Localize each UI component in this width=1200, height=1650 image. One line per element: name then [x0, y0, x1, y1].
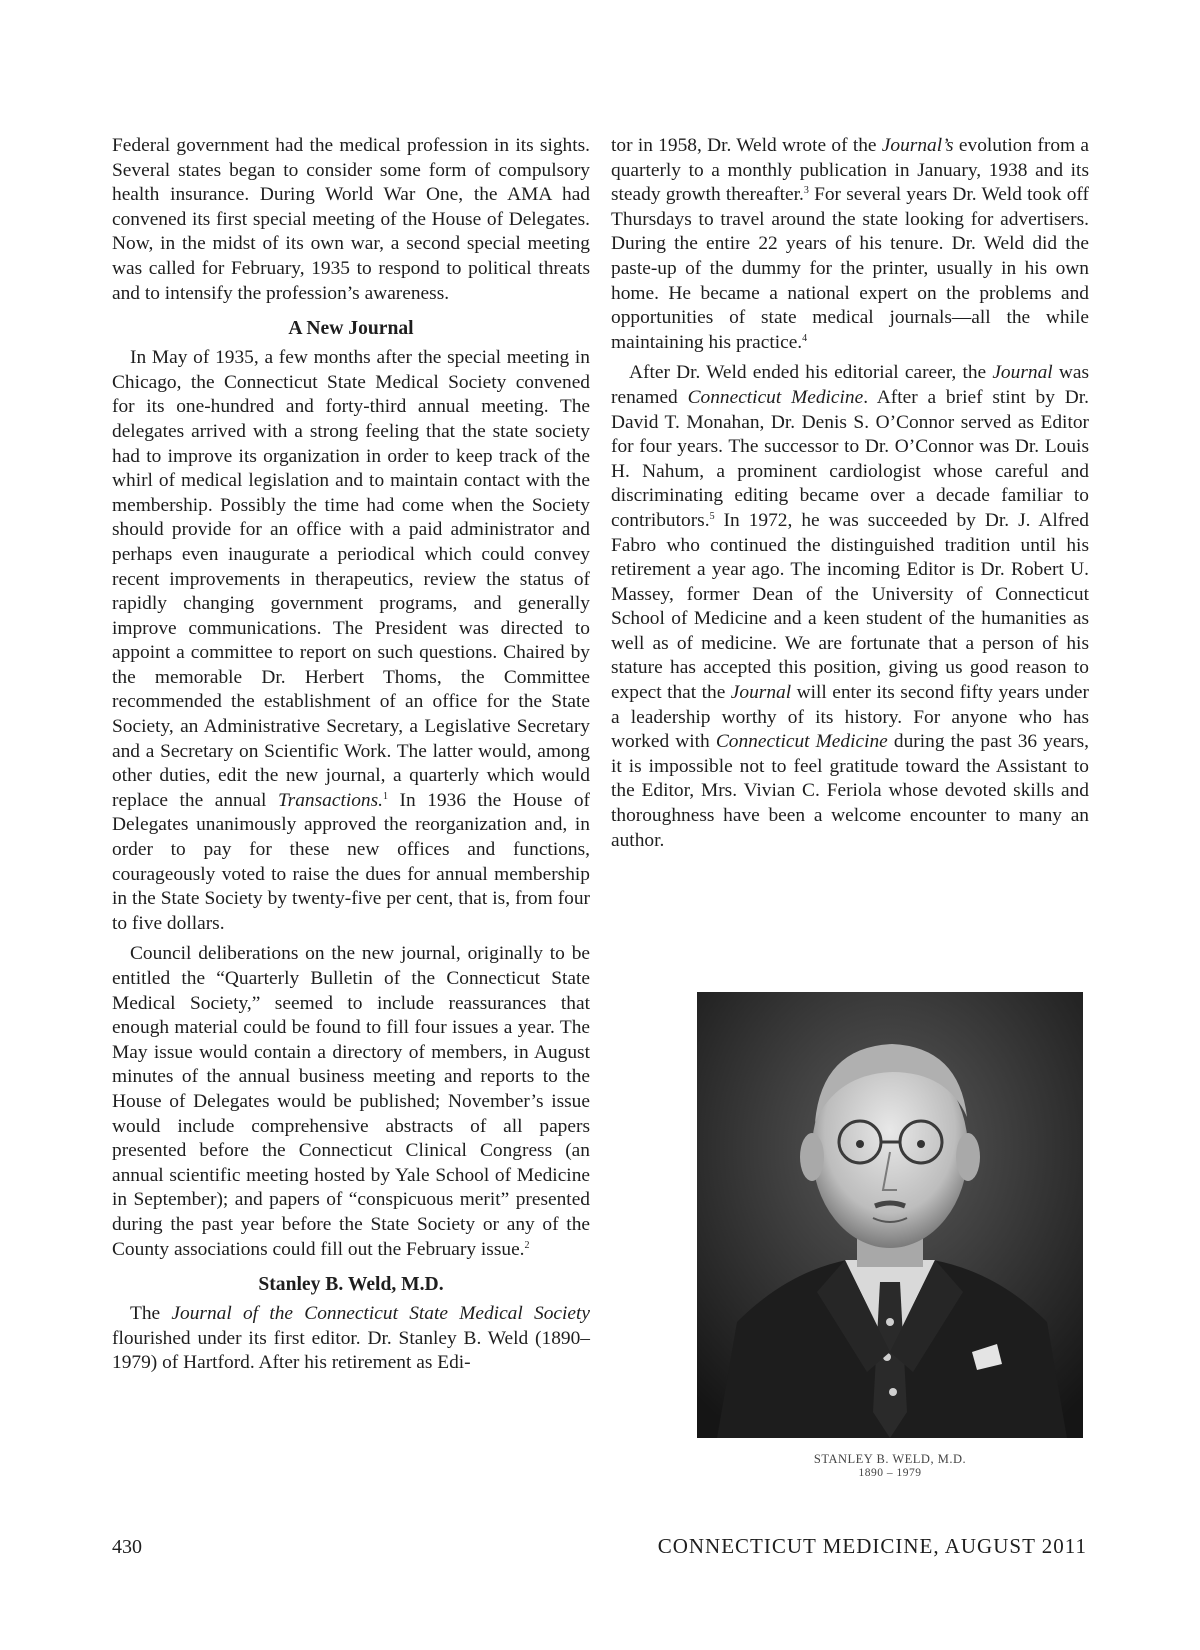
- italic-connecticut-medicine: Connecticut Medicine: [715, 731, 888, 753]
- footnote-ref-2: 2: [524, 1239, 530, 1251]
- footnote-ref-4: 4: [802, 332, 808, 344]
- text-run: during the past 36 years, it is impossible not to feel gratitude toward the Assistant to the Editor, Mrs. Vivian C. Feriola whose devoted skills and thoroughness have been a welcome encounter to many an author.: [611, 731, 1089, 851]
- text-run: . After a brief stint by Dr. David T. Monahan, Dr. Denis S. O’Connor served as Editor for four years. The successor to Dr. O’Connor was Dr. Louis H. Nahum, a prominent cardiologist whose careful and discriminating editing became over a decade familiar to contributors.: [611, 386, 1089, 531]
- footnote-ref-3: 3: [803, 185, 809, 197]
- text-run: will enter its second fifty years under a leadership worthy of its history. For anyone who has worked with: [611, 682, 1089, 753]
- paragraph-intro: Federal government had the medical profession in its sights. Several states began to consider some form of compulsory health insurance. During World War One, the AMA had convened its first special meeting of the House of Delegates. Now, in the midst of its own war, a second special meeting was called for February, 1935 to respond to political threats and to intensify the profession’s awareness.: [112, 135, 590, 304]
- text-run: In 1936 the House of Delegates unanimously approved the reorganization and, in order to pay for these new offices and functions, courageously voted to raise the dues for annual membership in the State Society by twenty-five per cent, that is, from four to five dollars.: [112, 789, 591, 934]
- text-run: After Dr. Weld ended his editorial career, the: [629, 362, 993, 384]
- text-run: Council deliberations on the new journal, originally to be entitled the “Quarterly Bulletin of the Connecticut State Medical Society,” seemed to include reassurances that enough material could be found to fill four issues a year. The May issue would contain a directory of members, in August minutes of the annual business meeting and reports to the House of Delegates would be published; November’s issue would include comprehensive abstracts of all papers presented before the Connecticut Clinical Congress (an annual scientific meeting hosted by Yale School of Medicine in September); and papers of “conspicuous merit” presented during the past year before the State Society or any of the County associations could fill out the February issue.: [112, 943, 590, 1260]
- paragraph-weld-tenure: [611, 134, 1089, 355]
- text-run: In May of 1935, a few months after the special meeting in Chicago, the Connecticut State Medical Society convened for its one-hundred and forty-third annual meeting. The delegates arrived with a strong feeling that the state society had to improve its organization in order to keep track of the whirl of medical legislation and to maintain contact with the membership. Possibly the time had come when the Society should provide for an office with a paid administrator and perhaps even inaugurate a periodical which could convey recent improvements in therapeutics, review the status of rapidly changing government programs, and generally improve communications. The President was directed to appoint a committee to report on such questions. Chaired by the memorable Dr. Herbert Thoms, the Committee recommended the establishment of an office for the State Society, an Administrative Secretary, a Legislative Secretary and a Secretary on Scientific Work. The latter would, among other duties, edit the new journal, a quarterly which would replace the annual: [112, 347, 590, 811]
- paragraph-may-1935: [112, 346, 590, 936]
- text-run: The: [130, 1303, 172, 1325]
- portrait-photo: [697, 992, 1083, 1438]
- italic-journals: Journal’s: [881, 135, 954, 156]
- right-column: [611, 134, 1089, 859]
- page-number: 430: [112, 1536, 142, 1558]
- portrait-caption: [697, 1452, 1083, 1480]
- paragraph-successors: [611, 361, 1089, 853]
- text-run: flourished under its first editor. Dr. Stanley B. Weld (1890–1979) of Hartford. After his retirement as Edi-: [112, 1327, 590, 1374]
- italic-journal: Journal: [730, 682, 792, 704]
- paragraph-first-editor: [112, 1302, 590, 1376]
- text-run: tor in 1958, Dr. Weld wrote of the: [611, 135, 882, 156]
- journal-footer: CONNECTICUT MEDICINE, AUGUST 2011: [657, 1534, 1087, 1558]
- text-run: In 1972, he was succeeded by Dr. J. Alfred Fabro who continued the distinguished tradition until his retirement a year ago. The incoming Editor is Dr. Robert U. Massey, former Dean of the University of Connecticut School of Medicine and a keen student of the humanities as well as of medicine. We are fortunate that a person of his stature has accepted this position, giving us good reason to expect that the: [611, 509, 1089, 704]
- left-column: [112, 134, 590, 1382]
- text-run: evolution from a quarterly to a monthly publication in January, 1938 and its steady growth thereafter.: [611, 135, 1089, 206]
- italic-connecticut-medicine: Connecticut Medicine: [687, 386, 864, 408]
- paragraph-council-deliberations: [112, 942, 590, 1262]
- footnote-ref-1: 1: [383, 790, 389, 802]
- italic-journal: Journal: [992, 362, 1053, 384]
- caption-name: STANLEY B. WELD, M.D.: [813, 1452, 967, 1466]
- text-run: was renamed: [611, 362, 1089, 408]
- text-run: For several years Dr. Weld took off Thursdays to travel around the state looking for advertisers. During the entire 22 years of his tenure. Dr. Weld did the paste-up of the dummy for the printer, usually in his own home. He became a national expert on the problems and opportunities of state medical journals—all the while maintaining his practice.: [611, 184, 1089, 353]
- footnote-ref-5: 5: [709, 510, 715, 522]
- section-heading-weld: Stanley B. Weld, M.D.: [258, 1274, 444, 1296]
- caption-years: 1890 – 1979: [858, 1467, 922, 1479]
- portrait-illustration: [697, 992, 1083, 1438]
- italic-journal-title: Journal of the Connecticut State Medical Society: [171, 1303, 590, 1325]
- portrait-figure: [697, 992, 1083, 1480]
- section-heading-new-journal: A New Journal: [288, 318, 414, 340]
- italic-transactions: Transactions.: [277, 789, 384, 811]
